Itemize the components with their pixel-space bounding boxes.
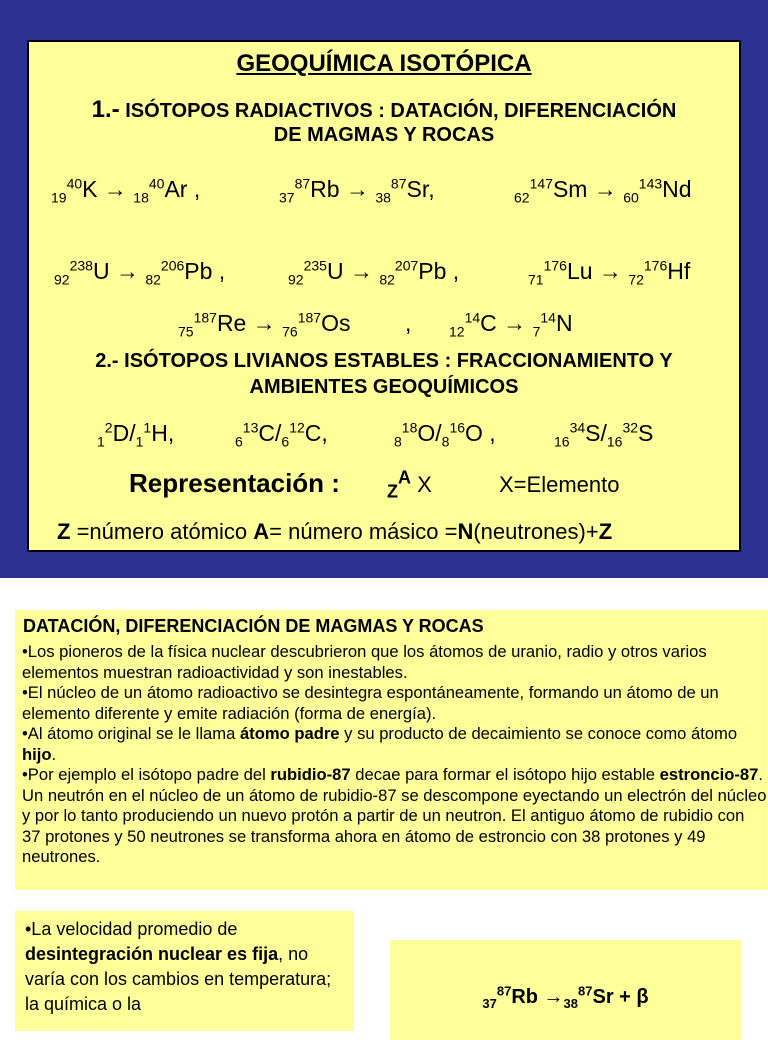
section-2-heading-line-2: AMBIENTES GEOQUÍMICOS [249,376,519,398]
ratio-d-h: $_1^2D/_1^1H$, [97,419,175,450]
paragraph-parent-daughter: •Al átomo original se le llama átomo padre y su producto de decaimiento se conoce como átomo hijo. [22,724,738,764]
ratio-o18-o16: $_8^{18}O/_8^{16}O$ , [394,419,496,450]
rb-sr-beta-formula: $_{37}^{87}Rb \to_{38}^{87}Sr + \beta$ [482,983,649,1011]
paragraph-radioactivity: •Los pioneros de la física nuclear descubrieron que los átomos de uranio, radio y otros varios elementos muestran radioactividad y son inestables. [22,642,707,682]
dating-text-box [15,610,767,890]
representation-legend: X=Elemento [499,472,620,497]
decay-rate-box [15,911,354,1031]
representation-label: Representación : [129,468,340,498]
section-1-heading-line-2: DE MAGMAS Y ROCAS [273,124,495,146]
decay-rate-text [25,917,350,1017]
paragraph-rubidium-example: •Por ejemplo el isótopo padre del rubidio-87 decae para formar el isótopo hijo estable estroncio-87. Un neutrón en el núcleo de un átomo de rubidio-87 se descompone eyectando un electrón del núcleo y por lo tanto produciendo un nuevo protón a partir de un neutron. El antiguo átomo de rubidio con 37 protones y 50 neutrones se transforma ahora en átomo de estroncio con 38 protones y 49 neutrones. [22,765,767,866]
section-2-heading-line-1: 2.- ISÓTOPOS LIVIANOS ESTABLES : FRACCIONAMIENTO Y [95,350,673,372]
slide-title: GEOQUÍMICA ISOTÓPICA [236,50,532,77]
decay-re-os: $_{75}^{187}$Re → $_{76}^{187}$Os [178,309,351,340]
paragraph-decay-rate: •La velocidad promedio de desintegración nuclear es fija, no varía con los cambios en temperatura; la química o la [25,919,332,1014]
decay-u235-pb207: $_{92}^{235}$U → $_{82}^{207}$Pb , [288,257,460,288]
representation-notation: $_Z^A$ X [387,467,432,502]
isotope-geochemistry-panel [27,40,741,552]
paragraph-decay: •El núcleo de un átomo radioactivo se desintegra espontáneamente, formando un átomo de un elemento diferente y emite radiación (forma de energía). [22,683,719,723]
decay-c-n: $_{12}^{14}$C → $_7^{14}$N [449,309,573,340]
decay-sm-nd: $_{62}^{147}$Sm → $_{60}^{143}$Nd [514,175,692,206]
decay-separator: , [405,310,412,336]
definition-line: Z =número atómico A= número másico =N(neutrones)+Z [57,519,613,544]
decay-k-ar: $_{19}^{40}$K → $_{18}^{40}$Ar , [51,175,201,206]
decay-lu-hf: $_{71}^{176}$Lu → $_{72}^{176}$Hf [528,257,691,288]
slide-2 [0,578,768,1024]
dating-heading: DATACIÓN, DIFERENCIACIÓN DE MAGMAS Y ROCAS [23,616,484,636]
rb-sr-formula-box [390,940,741,1040]
section-1-heading-line-1: 1.- ISÓTOPOS RADIACTIVOS : DATACIÓN, DIFERENCIACIÓN [91,96,677,123]
ratio-c13-c12: $_6^{13}C/_6^{12}C$, [235,419,328,450]
dating-paragraphs [22,642,767,868]
decay-rb-sr: $_{37}^{87}$Rb → $_{38}^{87}$Sr, [279,175,435,206]
decay-u238-pb206: $_{92}^{238}$U → $_{82}^{206}$Pb , [54,257,226,288]
ratio-s34-s32: $_{16}^{34}S/_{16}^{32}S$ [554,419,654,450]
